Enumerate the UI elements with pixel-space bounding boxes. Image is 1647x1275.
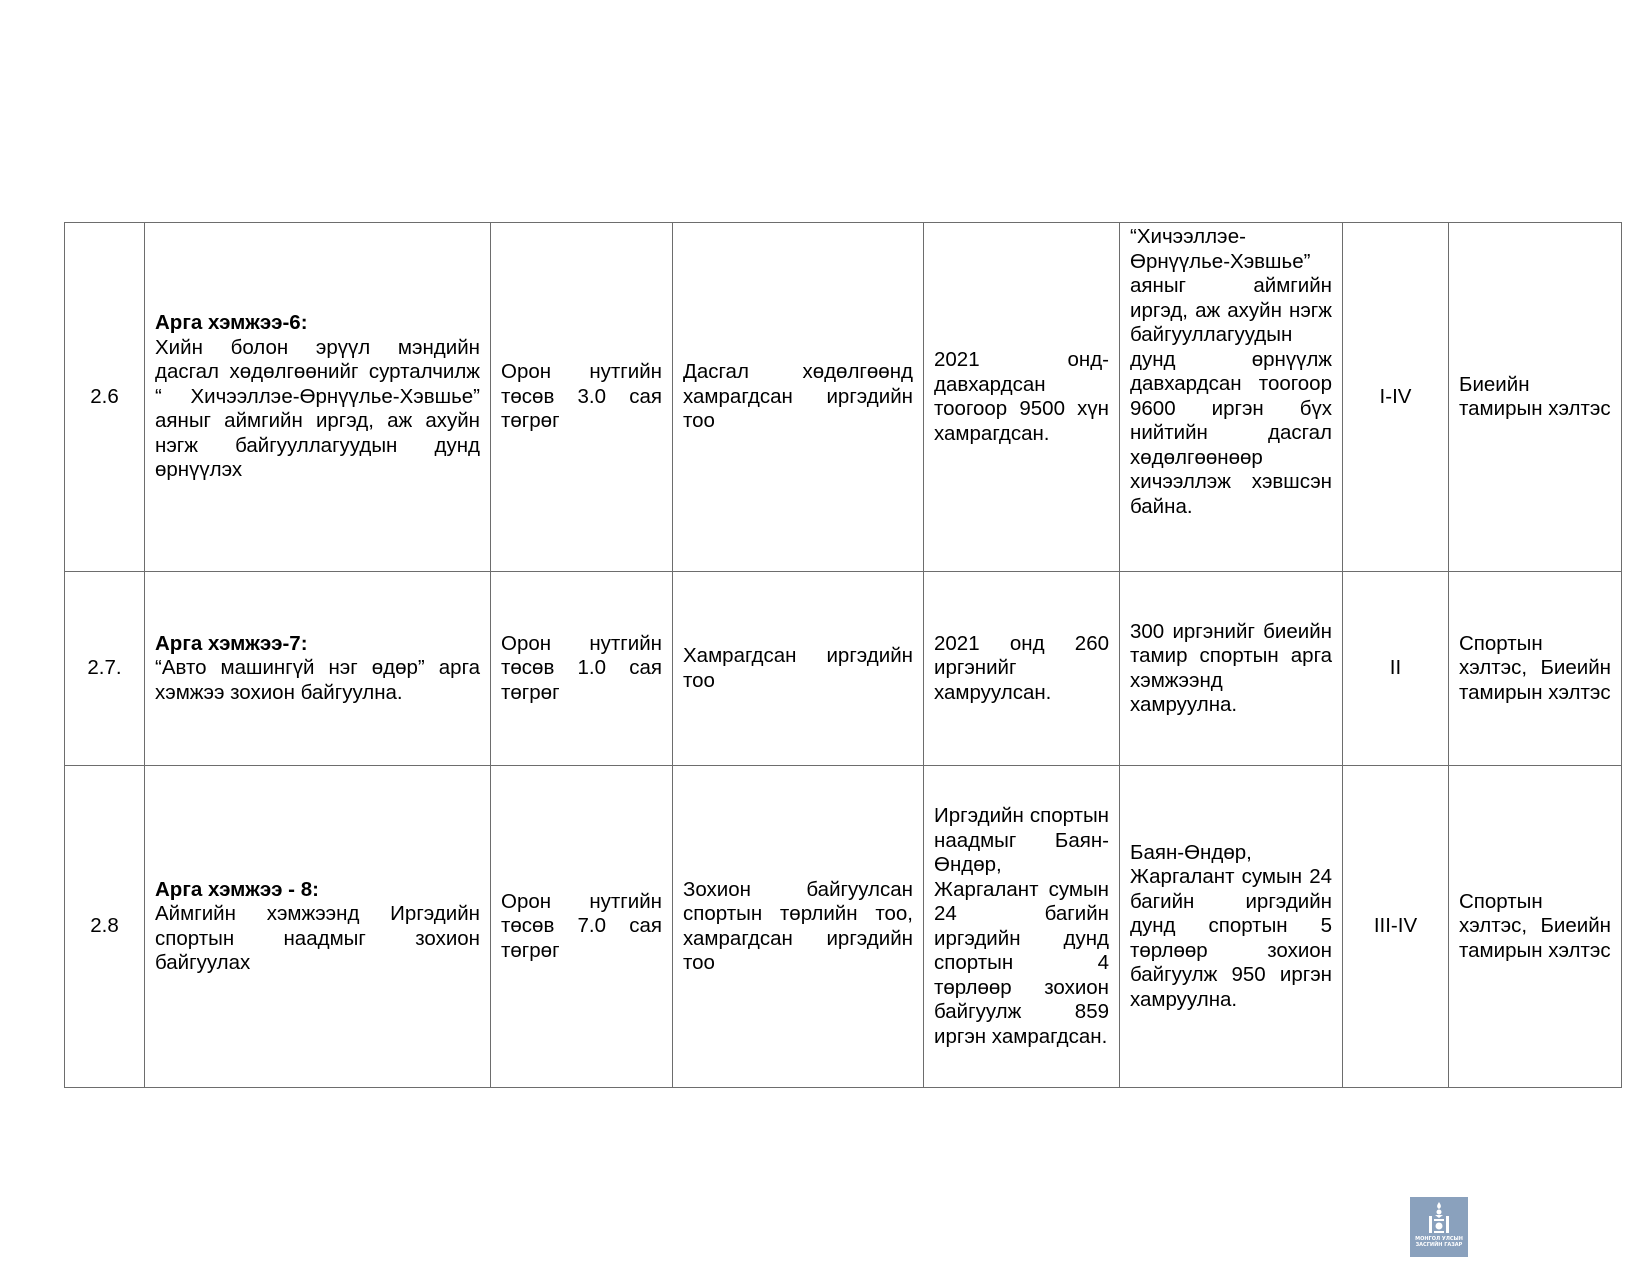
target-cell: “Хичээллэе-Өрнүүлье-Хэвшье” аяныг аймгийн иргэд, аж ахуйн нэгж байгууллагуудын дунд өрнүүлж давхардсан тоогоор 9600 иргэн бүх нийтийн дасгал хөдөлгөөнөөр хичээллэж хэвшсэн байна. bbox=[1120, 223, 1343, 572]
period-cell: II bbox=[1343, 572, 1449, 766]
government-logo bbox=[1410, 1197, 1468, 1257]
action-description: Хийн болон эрүүл мэндийн дасгал хөдөлгөөнийг сурталчилж “ Хичээллэе-Өрнүүлье-Хэвшье” аяныг аймгийн иргэд, аж ахуйн нэгж байгууллагуудын дунд өрнүүлэх bbox=[155, 335, 480, 482]
action-description: Аймгийн хэмжээнд Иргэдийн спортын наадмыг зохион байгуулах bbox=[155, 902, 480, 974]
indicator-cell: Дасгал хөдөлгөөнд хамрагдсан иргэдийн тоо bbox=[673, 223, 924, 572]
table-row bbox=[65, 572, 1622, 766]
soyombo-emblem-icon bbox=[1424, 1201, 1454, 1235]
period-cell: III-IV bbox=[1343, 766, 1449, 1088]
baseline-cell: 2021 онд- давхардсан тоогоор 9500 хүн хамрагдсан. bbox=[924, 223, 1120, 572]
row-number: 2.6 bbox=[65, 223, 145, 572]
budget-cell: Орон нутгийн төсөв 1.0 сая төгрөг bbox=[491, 572, 673, 766]
action-title: Арга хэмжээ-6: bbox=[155, 311, 308, 335]
responsible-cell: Спортын хэлтэс, Биеийн тамирын хэлтэс bbox=[1449, 572, 1622, 766]
action-cell bbox=[145, 223, 491, 572]
action-cell bbox=[145, 572, 491, 766]
budget-cell: Орон нутгийн төсөв 7.0 сая төгрөг bbox=[491, 766, 673, 1088]
target-cell: 300 иргэнийг биеийн тамир спортын арга хэмжээнд хамруулна. bbox=[1120, 572, 1343, 766]
responsible-cell: Биеийн тамирын хэлтэс bbox=[1449, 223, 1622, 572]
table-row bbox=[65, 766, 1622, 1088]
row-number: 2.7. bbox=[65, 572, 145, 766]
action-plan-table bbox=[64, 222, 1622, 1088]
logo-caption-line: ЗАСГИЙН ГАЗАР bbox=[1415, 1242, 1463, 1248]
budget-cell: Орон нутгийн төсөв 3.0 сая төгрөг bbox=[491, 223, 673, 572]
baseline-cell: 2021 онд 260 иргэнийг хамруулсан. bbox=[924, 572, 1120, 766]
period-cell: I-IV bbox=[1343, 223, 1449, 572]
row-number: 2.8 bbox=[65, 766, 145, 1088]
action-title: Арга хэмжээ-7: bbox=[155, 631, 308, 655]
responsible-cell: Спортын хэлтэс, Биеийн тамирын хэлтэс bbox=[1449, 766, 1622, 1088]
action-description: “Авто машингүй нэг өдөр” арга хэмжээ зохион байгуулна. bbox=[155, 656, 480, 704]
table-row bbox=[65, 223, 1622, 572]
indicator-cell: Хамрагдсан иргэдийн тоо bbox=[673, 572, 924, 766]
logo-caption-line: МОНГОЛ УЛСЫН bbox=[1415, 1236, 1463, 1242]
logo-caption bbox=[1415, 1236, 1463, 1248]
target-cell: Баян-Өндөр, Жаргалант сумын 24 багийн иргэдийн дунд спортын 5 төрлөөр зохион байгуулж 950 иргэн хамруулна. bbox=[1120, 766, 1343, 1088]
action-title: Арга хэмжээ - 8: bbox=[155, 877, 319, 901]
action-cell bbox=[145, 766, 491, 1088]
baseline-cell: Иргэдийн спортын наадмыг Баян-Өндөр, Жаргалант сумын 24 багийн иргэдийн дунд спортын 4 төрлөөр зохион байгуулж 859 иргэн хамрагдсан. bbox=[924, 766, 1120, 1088]
indicator-cell: Зохион байгуулсан спортын төрлийн тоо, хамрагдсан иргэдийн тоо bbox=[673, 766, 924, 1088]
